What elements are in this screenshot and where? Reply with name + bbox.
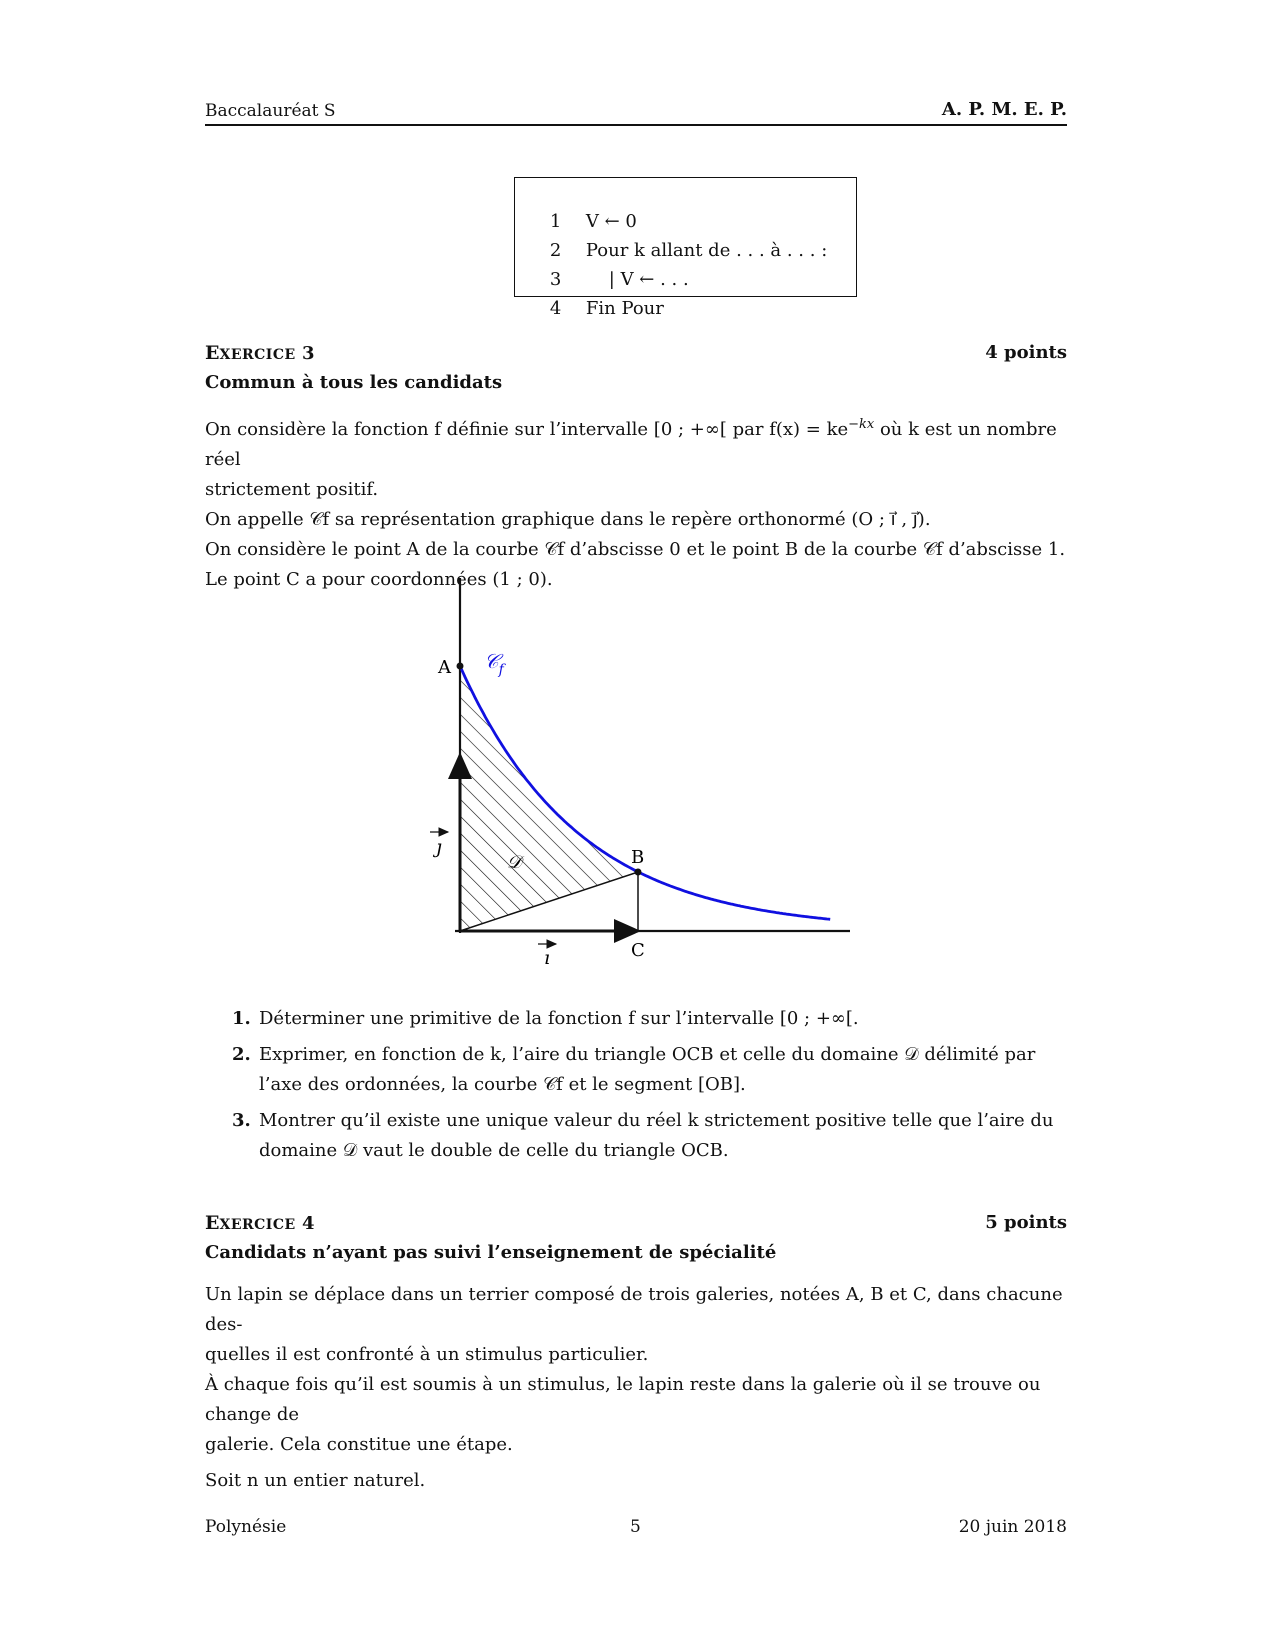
statement-line: Soit n un entier naturel. xyxy=(205,1470,426,1491)
label-domain-d: 𝒟 xyxy=(507,852,522,873)
question-text: Montrer qu’il existe une unique valeur du réel k strictement positive telle que l’aire du domaine 𝒟 vaut le double de celle du triangle OCB. xyxy=(259,1110,1054,1161)
question-item xyxy=(232,1106,1067,1166)
exercise3-subtitle: Commun à tous les candidats xyxy=(205,372,503,393)
label-a: A xyxy=(438,657,451,678)
statement-line: strictement positif. xyxy=(205,479,379,500)
footer-page-number: 5 xyxy=(630,1517,641,1537)
question-number: 1. xyxy=(232,1008,251,1029)
statement-line: quelles il est confronté à un stimulus particulier. xyxy=(205,1344,649,1365)
exercise3-points: 4 points xyxy=(985,342,1067,363)
question-number: 3. xyxy=(232,1110,251,1131)
footer-left: Polynésie xyxy=(205,1517,287,1537)
exercise4-title: EXERCICE 4 xyxy=(205,1212,315,1234)
point-b xyxy=(635,869,642,876)
header-right: A. P. M. E. P. xyxy=(941,99,1067,120)
statement-line: On considère le point A de la courbe 𝒞f d’abscisse 0 et le point B de la courbe 𝒞f d’abscisse 1. xyxy=(205,539,1066,560)
label-c: C xyxy=(631,940,645,961)
algorithm-line-text: Pour k allant de . . . à . . . : xyxy=(585,240,828,261)
label-i: ı xyxy=(544,947,551,969)
statement-line: Un lapin se déplace dans un terrier composé de trois galeries, notées A, B et C, dans chacune des- xyxy=(205,1284,1063,1335)
algorithm-line-text: Fin Pour xyxy=(585,298,664,319)
statement-line: À chaque fois qu’il est soumis à un stimulus, le lapin reste dans la galerie où il se trouve ou change de xyxy=(205,1374,1041,1425)
question-item xyxy=(232,1004,1067,1034)
statement-line: On considère la fonction f définie sur l’intervalle [0 ; +∞[ par $f(x) = ke^{-kx}$ où k est un nombre réel xyxy=(205,417,1057,470)
algorithm-line-number: 4 xyxy=(549,298,562,319)
footer-right: 20 juin 2018 xyxy=(958,1517,1067,1537)
exercise3-title: EXERCICE 3 xyxy=(205,342,315,364)
header-left: Baccalauréat S xyxy=(205,101,336,121)
statement-line: On appelle 𝒞f sa représentation graphique dans le repère orthonormé (O ; i⃗ , j⃗). xyxy=(205,509,931,530)
exercise4-points: 5 points xyxy=(985,1212,1067,1233)
label-b: B xyxy=(631,847,645,868)
exercise4-subtitle: Candidats n’ayant pas suivi l’enseignement de spécialité xyxy=(205,1242,777,1263)
statement-line: Le point C a pour coordonnées (1 ; 0). xyxy=(205,569,553,590)
question-text: Exprimer, en fonction de k, l’aire du triangle OCB et celle du domaine 𝒟 délimité par l’axe des ordonnées, la courbe 𝒞f et le segment [OB]. xyxy=(259,1044,1036,1095)
algorithm-line-text: V ← 0 xyxy=(585,211,637,232)
statement-line: galerie. Cela constitue une étape. xyxy=(205,1434,513,1455)
point-a xyxy=(457,663,464,670)
algorithm-line-number: 3 xyxy=(549,269,562,290)
question-number: 2. xyxy=(232,1044,251,1065)
question-item xyxy=(232,1040,1067,1100)
question-text: Déterminer une primitive de la fonction f sur l’intervalle [0 ; +∞[. xyxy=(259,1008,859,1029)
algorithm-line-number: 1 xyxy=(549,211,562,232)
domain-d-hatched xyxy=(460,666,638,931)
exercise4-statement xyxy=(205,1280,1067,1496)
algorithm-line-text: | V ← . . . xyxy=(585,269,689,290)
label-j: ȷ xyxy=(436,836,442,858)
label-curve-cf: 𝒞$_f$ xyxy=(484,649,504,678)
algorithm-line-number: 2 xyxy=(549,240,562,261)
